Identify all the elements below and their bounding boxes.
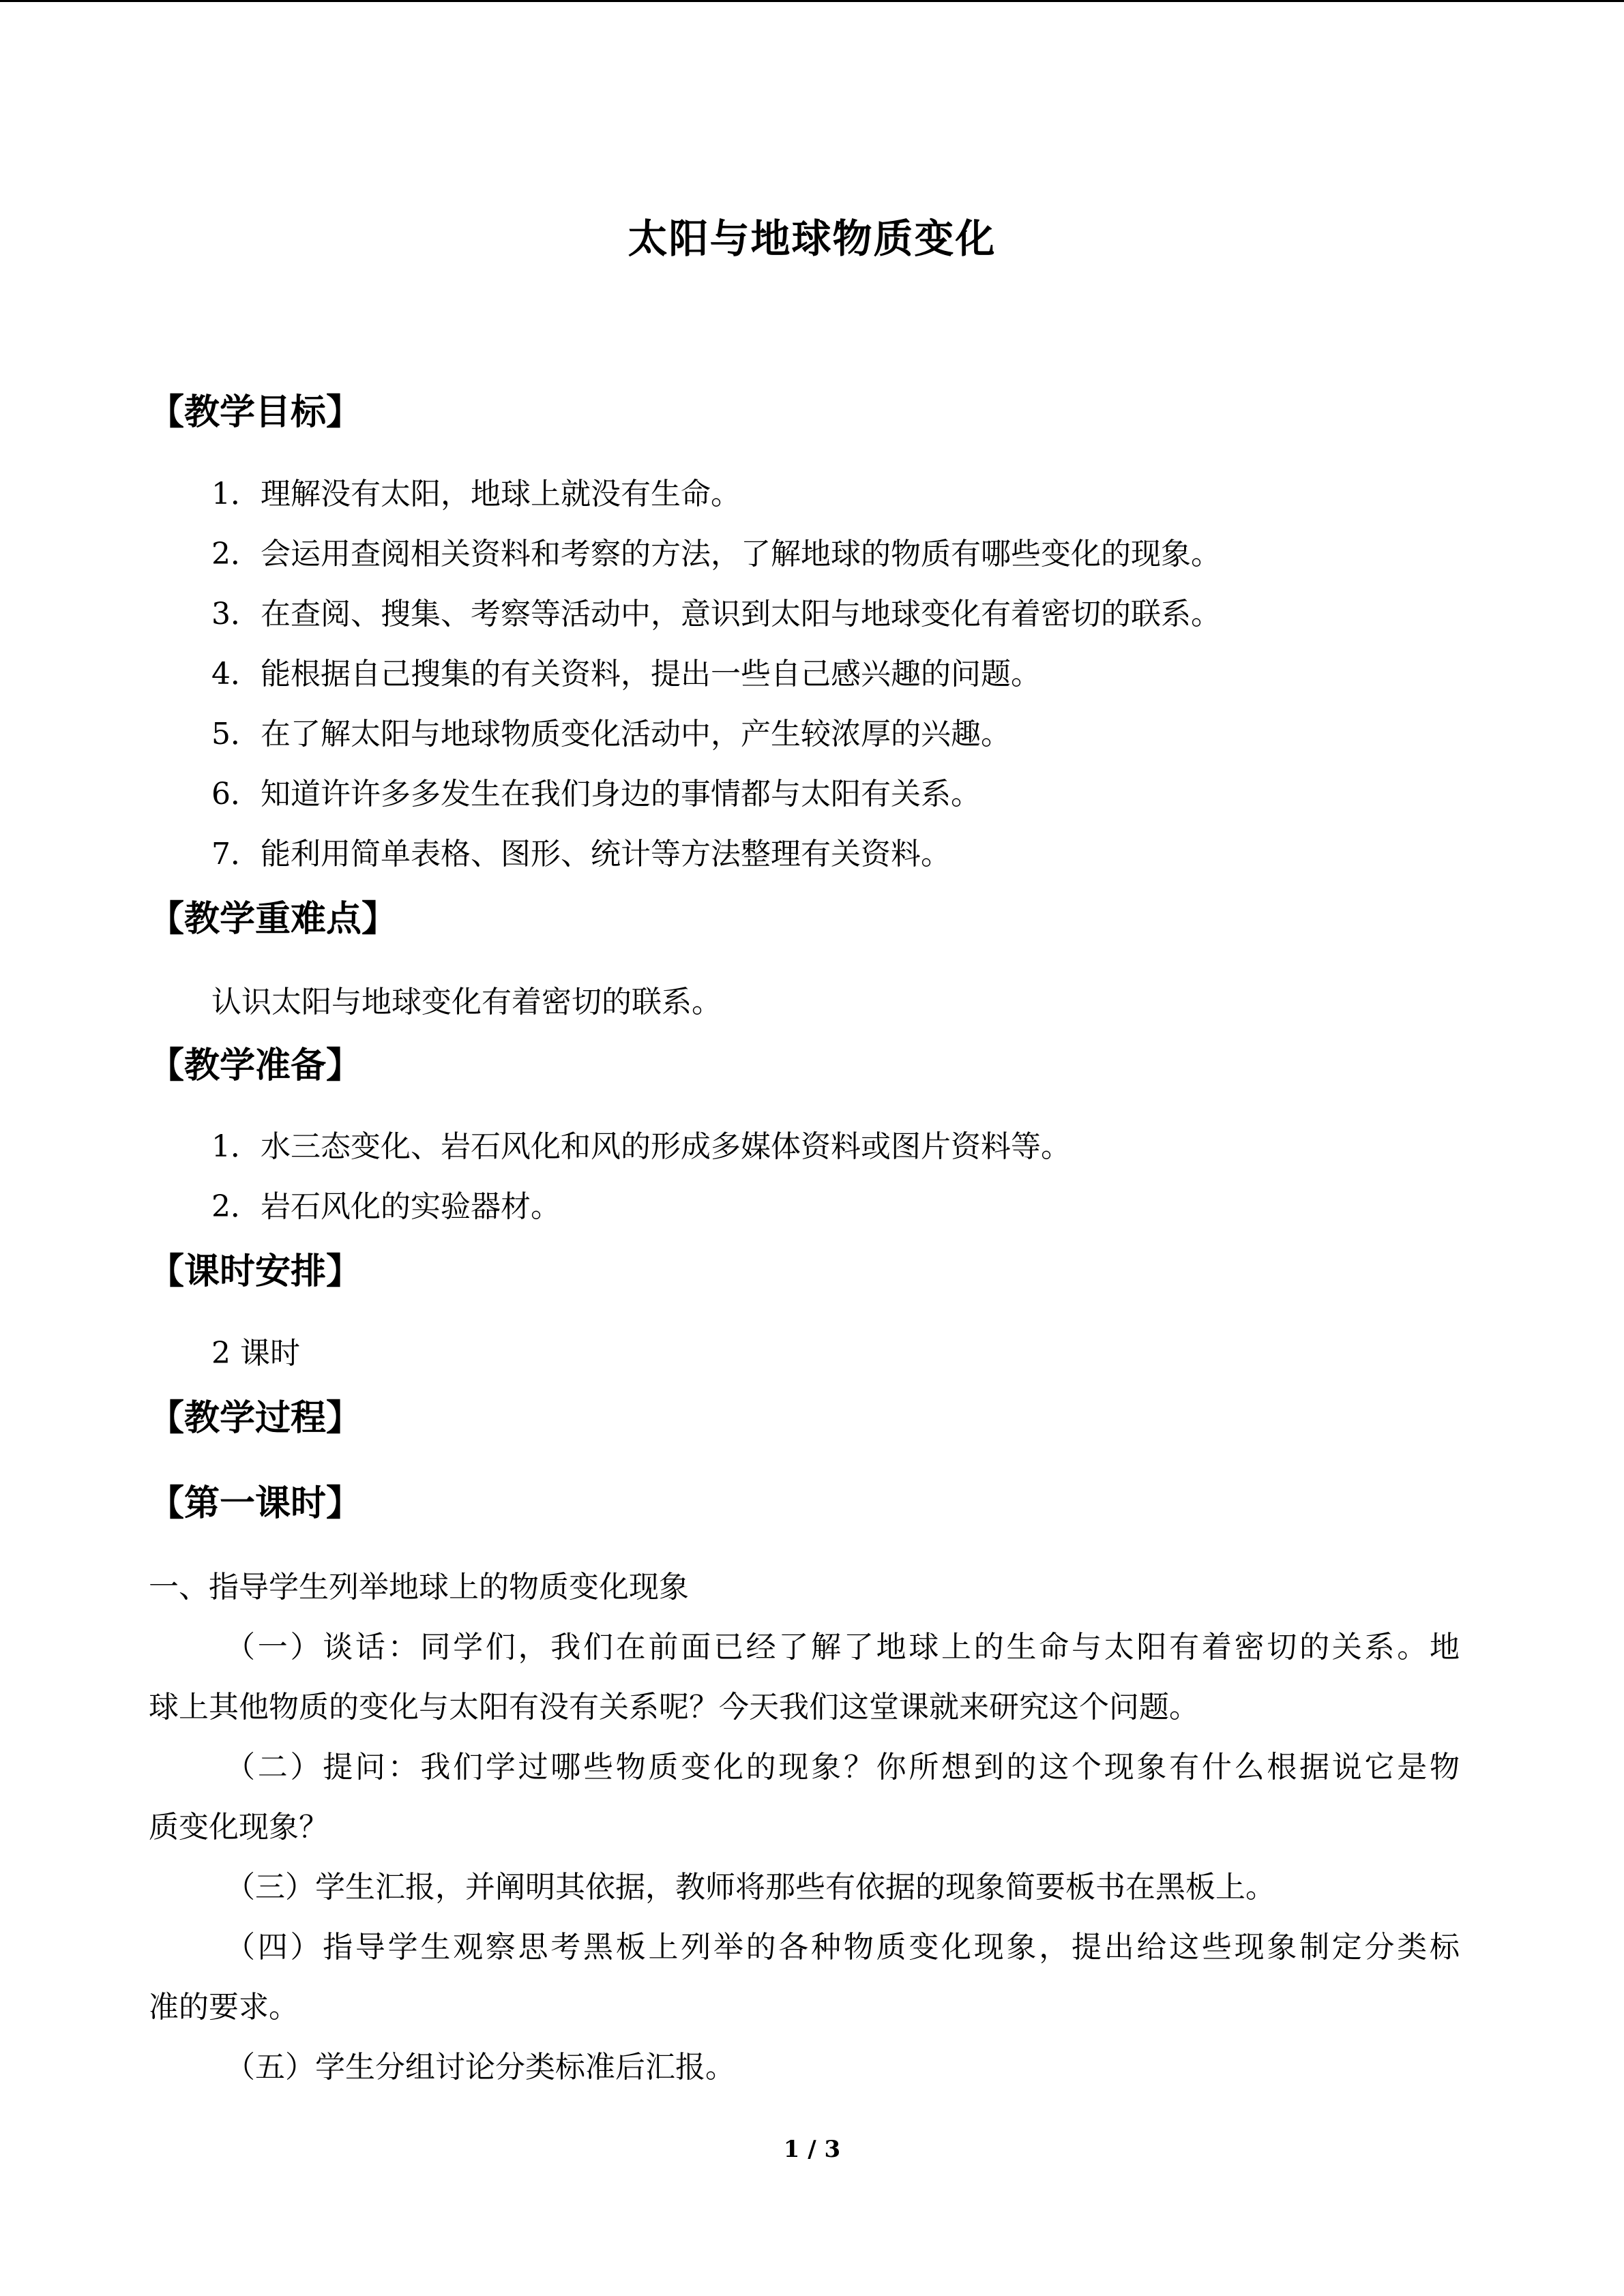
key-points-text: 认识太阳与地球变化有着密切的联系。 <box>211 985 722 1019</box>
document-title: 太阳与地球物质变化 <box>628 215 996 262</box>
lesson-paragraph-line: （三）学生汇报，并阐明其依据，教师将那些有依据的现象简要板书在黑板上。 <box>225 1870 1275 1905</box>
page-number: 1 / 3 <box>783 2136 841 2163</box>
lesson-paragraph-line: （一）谈话：同学们，我们在前面已经了解了地球上的生命与太阳有着密切的关系。地 <box>225 1630 1460 1665</box>
lesson-paragraph-line: （五）学生分组讨论分类标准后汇报。 <box>225 2050 735 2085</box>
lesson-paragraph-line: 质变化现象？ <box>149 1810 329 1845</box>
lesson-paragraph-line: （二）提问：我们学过哪些物质变化的现象？你所想到的这个现象有什么根据说它是物 <box>225 1750 1460 1785</box>
preparation-item: 1．水三态变化、岩石风化和风的形成多媒体资料或图片资料等。 <box>211 1129 1071 1164</box>
objective-item: 6．知道许许多多发生在我们身边的事情都与太阳有关系。 <box>211 777 981 811</box>
objective-item: 4．能根据自己搜集的有关资料，提出一些自己感兴趣的问题。 <box>211 657 1041 691</box>
section-heading-lesson-1: 【第一课时】 <box>149 1482 362 1524</box>
section-heading-schedule: 【课时安排】 <box>149 1251 362 1292</box>
schedule-text: 2 课时 <box>211 1336 300 1371</box>
top-border-rule <box>0 0 1624 2</box>
section-heading-objectives: 【教学目标】 <box>149 391 362 433</box>
objective-item: 2．会运用查阅相关资料和考察的方法，了解地球的物质有哪些变化的现象。 <box>211 537 1221 571</box>
objective-item: 7．能利用简单表格、图形、统计等方法整理有关资料。 <box>211 837 951 871</box>
lesson-paragraph-line: 准的要求。 <box>149 1990 299 2025</box>
lesson-paragraph-line: （四）指导学生观察思考黑板上列举的各种物质变化现象，提出给这些现象制定分类标 <box>225 1930 1460 1965</box>
objective-item: 1．理解没有太阳，地球上就没有生命。 <box>211 477 741 511</box>
section-heading-process: 【教学过程】 <box>149 1397 362 1439</box>
preparation-item: 2．岩石风化的实验器材。 <box>211 1189 561 1224</box>
section-heading-preparation: 【教学准备】 <box>149 1045 362 1086</box>
lesson-part-title: 一、指导学生列举地球上的物质变化现象 <box>149 1570 689 1605</box>
lesson-paragraph-line: 球上其他物质的变化与太阳有没有关系呢？今天我们这堂课就来研究这个问题。 <box>149 1690 1199 1725</box>
section-heading-key-points: 【教学重难点】 <box>149 898 398 940</box>
objective-item: 3．在查阅、搜集、考察等活动中，意识到太阳与地球变化有着密切的联系。 <box>211 597 1221 631</box>
objective-item: 5．在了解太阳与地球物质变化活动中，产生较浓厚的兴趣。 <box>211 717 1011 751</box>
